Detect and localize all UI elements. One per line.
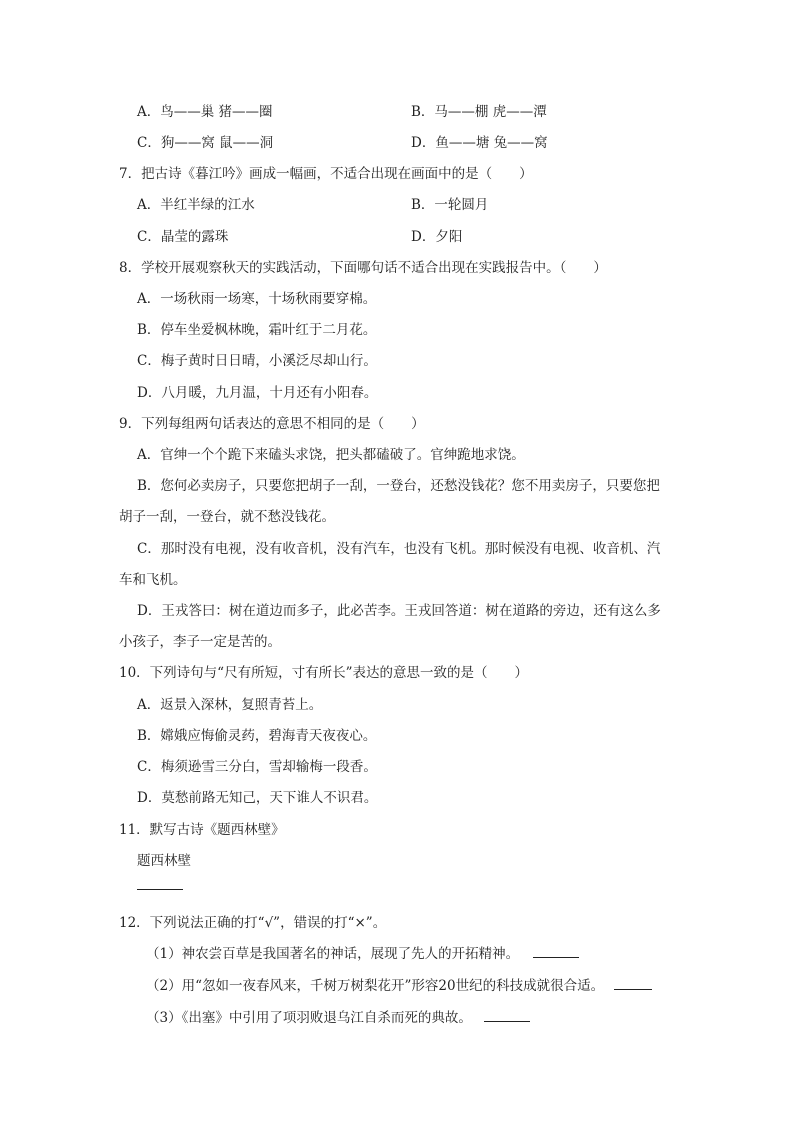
q9-option-b: B．您何必卖房子，只要您把胡子一刮，一登台，还愁没钱花？您不用卖房子，只要您把 bbox=[137, 478, 660, 494]
q6-option-c: C．狗——窝 鼠——洞 bbox=[137, 135, 274, 151]
q10-stem: 10．下列诗句与“尺有所短，寸有所长”表达的意思一致的是（ ） bbox=[119, 665, 528, 681]
q7-option-a: A．半红半绿的江水 bbox=[137, 197, 255, 213]
q12-item-1 bbox=[146, 944, 579, 964]
q10-option-c: C．梅须逊雪三分白，雪却输梅一段香。 bbox=[137, 759, 377, 775]
q12-item-3-text: （3）《出塞》中引用了项羽败退乌江自杀而死的典故。 bbox=[146, 1010, 472, 1026]
q9-option-c-continued: 车和飞机。 bbox=[119, 572, 187, 588]
q7-option-c: C．晶莹的露珠 bbox=[137, 229, 229, 245]
q9-option-c: C．那时没有电视，没有收音机，没有汽车，也没有飞机。那时候没有电视、收音机、汽 bbox=[137, 541, 661, 557]
q11-answer-blank[interactable] bbox=[137, 876, 183, 896]
q8-option-d: D．八月暖，九月温，十月还有小阳春。 bbox=[137, 385, 378, 401]
q12-item-1-text: （1）神农尝百草是我国著名的神话，展现了先人的开拓精神。 bbox=[146, 946, 520, 962]
q10-option-b: B．嫦娥应悔偷灵药，碧海青天夜夜心。 bbox=[137, 728, 377, 744]
q12-item-2-blank[interactable] bbox=[614, 977, 652, 990]
q12-item-3-blank[interactable] bbox=[484, 1009, 530, 1022]
q8-stem: 8．学校开展观察秋天的实践活动，下面哪句话不适合出现在实践报告中。（ ） bbox=[119, 260, 607, 276]
q10-option-d: D．莫愁前路无知己，天下谁人不识君。 bbox=[137, 790, 378, 806]
q8-option-c: C．梅子黄时日日晴，小溪泛尽却山行。 bbox=[137, 353, 377, 369]
q11-stem: 11．默写古诗《题西林壁》 bbox=[119, 822, 285, 838]
q12-item-2-text: （2）用“忽如一夜春风来，千树万树梨花开”形容20世纪的科技成就很合适。 bbox=[146, 978, 605, 994]
q12-item-2 bbox=[146, 976, 652, 996]
q9-option-b-continued: 胡子一刮，一登台，就不愁没钱花。 bbox=[119, 509, 335, 525]
q9-option-a: A．官绅一个个跪下来磕头求饶，把头都磕破了。官绅跪地求饶。 bbox=[137, 447, 525, 463]
q8-option-a: A．一场秋雨一场寒，十场秋雨要穿棉。 bbox=[137, 291, 377, 307]
q7-option-b: B．一轮圆月 bbox=[411, 197, 489, 213]
q12-item-1-blank[interactable] bbox=[533, 945, 579, 958]
q6-option-a: A．鸟——巢 猪——圈 bbox=[137, 104, 273, 120]
q9-option-d: D．王戎答曰：树在道边而多子，此必苦李。王戎回答道：树在道路的旁边，还有这么多 bbox=[137, 603, 661, 619]
blank-line[interactable] bbox=[137, 877, 183, 890]
q9-stem: 9．下列每组两句话表达的意思不相同的是（ ） bbox=[119, 416, 425, 432]
q7-stem: 7．把古诗《暮江吟》画成一幅画，不适合出现在画面中的是（ ） bbox=[119, 166, 533, 182]
q7-option-d: D．夕阳 bbox=[411, 229, 463, 245]
q12-stem: 12．下列说法正确的打“√”，错误的打“×”。 bbox=[119, 915, 387, 931]
q11-poem-title: 题西林壁 bbox=[137, 853, 191, 869]
q8-option-b: B．停车坐爱枫林晚，霜叶红于二月花。 bbox=[137, 322, 377, 338]
q12-item-3 bbox=[146, 1008, 530, 1028]
q9-option-d-continued: 小孩子，李子一定是苦的。 bbox=[119, 634, 281, 650]
q6-option-d: D．鱼——塘 兔——窝 bbox=[411, 135, 548, 151]
q6-option-b: B．马——棚 虎——潭 bbox=[411, 104, 547, 120]
q10-option-a: A．返景入深林，复照青苔上。 bbox=[137, 697, 323, 713]
